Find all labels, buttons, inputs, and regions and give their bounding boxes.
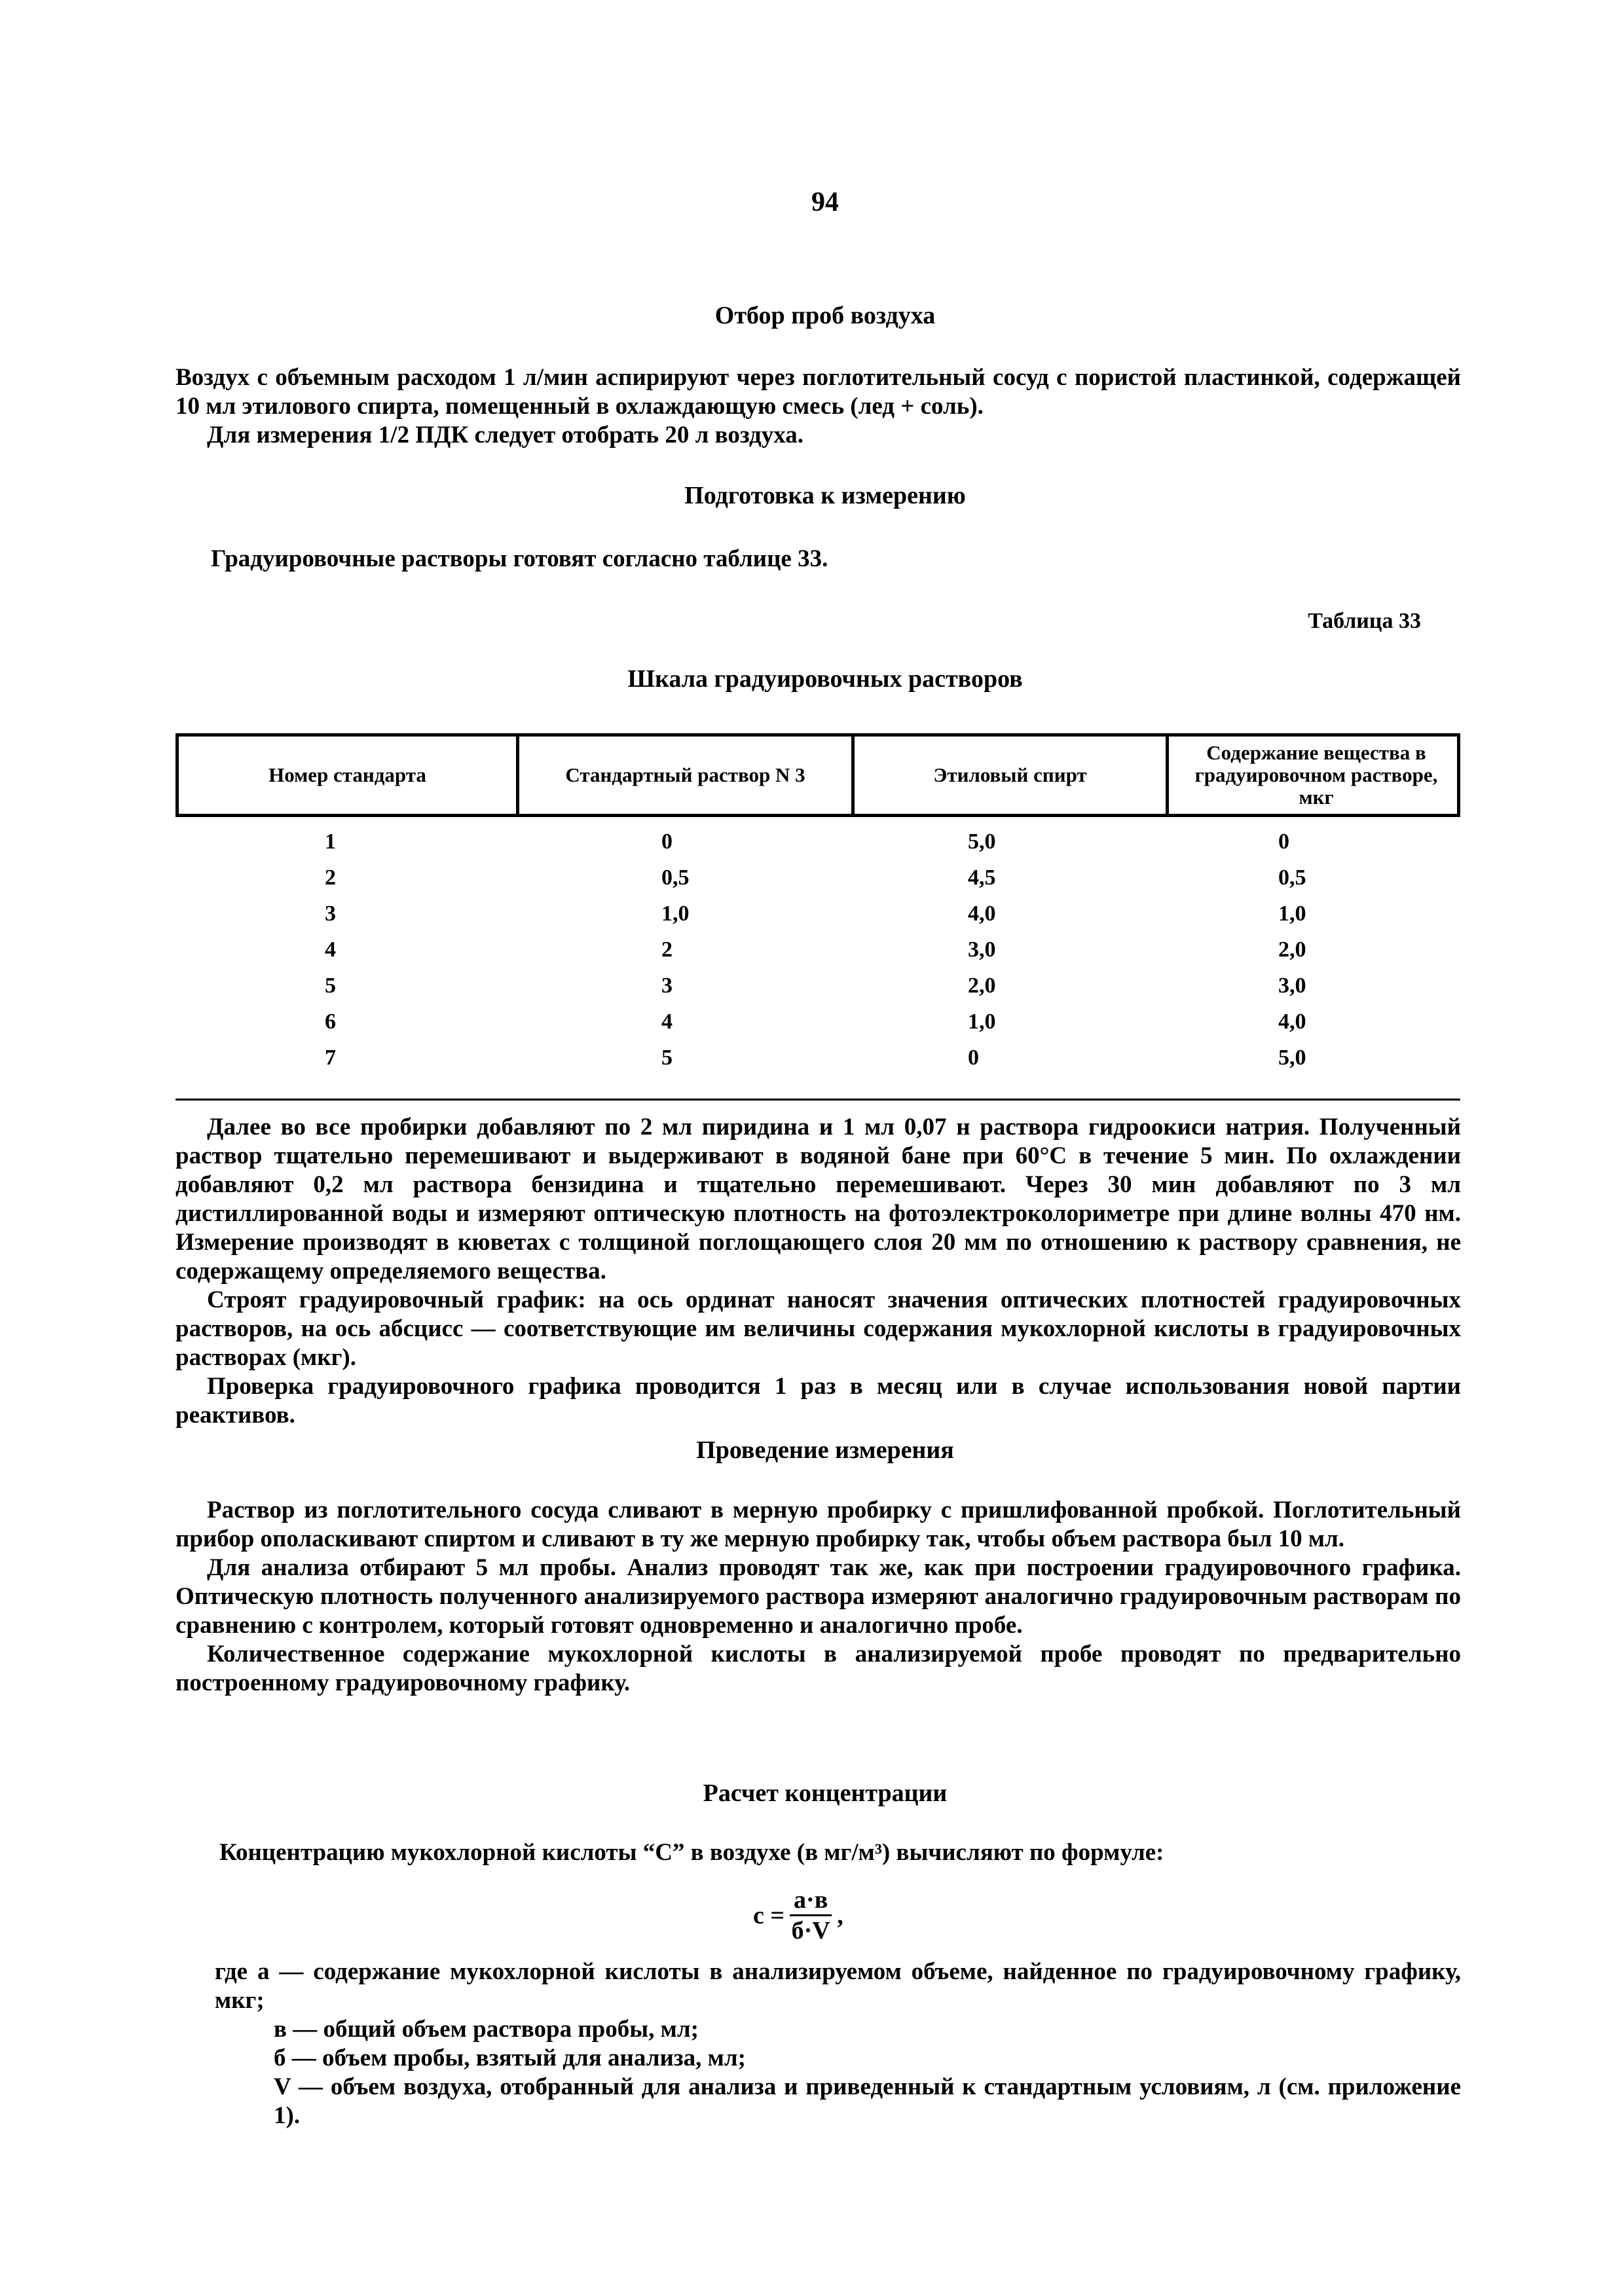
measurement-text (175, 1496, 1461, 1698)
after-table-paragraph-3: Проверка градуировочного графика проводится 1 раз в месяц или в случае использования новой партии реактивов. (175, 1373, 1461, 1429)
air-sampling-paragraph-1: Воздух с объемным расходом 1 л/мин аспирируют через поглотительный сосуд с пористой пластинкой, содержащей 10 мл этилового спирта, помещенный в охлаждающую смесь (лед + соль). (175, 364, 1461, 420)
measurement-paragraph-1: Раствор из поглотительного сосуда сливают в мерную пробирку с пришлифованной пробкой. Поглотительный прибор ополаскивают спиртом и сливают в ту же мерную пробирку так, чтобы объем раствора был 10 мл. (175, 1497, 1461, 1552)
measurement-paragraph-3: Количественное содержание мукохлорной кислоты в анализируемой пробе проводят по предварительно построенному градуировочному графику. (175, 1641, 1461, 1696)
table-cell: 5 (325, 973, 336, 998)
table-cell: 5,0 (968, 829, 996, 854)
measurement-paragraph-2: Для анализа отбирают 5 мл пробы. Анализ проводят так же, как при построении градуировочного графика. Оптическую плотность полученного анализируемого раствора измеряют аналогично градуировочным растворам по сравнению с контролем, который готовят одновременно и аналогично пробе. (175, 1554, 1461, 1639)
table-cell: 4,0 (1278, 1009, 1306, 1034)
table-cell: 4 (661, 1009, 673, 1034)
table-cell: 1,0 (661, 901, 690, 926)
legend-item-b: б — объем пробы, взятый для анализа, мл; (274, 2045, 746, 2071)
after-table-paragraph-2: Строят градуировочный график: на ось ординат наносят значения оптических плотностей градуировочных растворов, на ось абсцисс — соответствующие им величины содержания мукохлорной кислоты в градуировочных растворах (мкг). (175, 1286, 1461, 1371)
table-row (175, 1040, 1460, 1076)
table-cell: 6 (325, 1009, 336, 1034)
table-cell: 0,5 (1278, 865, 1306, 890)
table-label: Таблица 33 (1308, 609, 1421, 633)
table-cell: 3 (661, 973, 673, 998)
table-cell: 0 (661, 829, 673, 854)
table-cell: 2,0 (968, 973, 996, 998)
table-cell: 5 (661, 1045, 673, 1070)
after-table-paragraph-1: Далее во все пробирки добавляют по 2 мл пиридина и 1 мл 0,07 н раствора гидроокиси натрия. Полученный раствор тщательно перемешивают и выдерживают в водяной бане при 60°С в течение 5 мин. По охлаждении добавляют 0,2 мл раствора бензидина и тщательно перемешивают. Через 30 мин добавляют по 3 мл дистиллированной воды и измеряют оптическую плотность на фотоэлектроколориметре при длине волны 470 нм. Измерение производят в кюветах с толщиной поглощающего слоя 20 мм по отношению к раствору сравнения, не содержащему определяемого вещества. (175, 1114, 1461, 1285)
table-cell: 1,0 (1278, 901, 1306, 926)
table-row (175, 968, 1460, 1004)
legend-item-V: V — объем воздуха, отобранный для анализа и приведенный к стандартным условиям, л (см. приложение 1). (274, 2073, 1461, 2129)
formula-numerator: а·в (790, 1886, 832, 1916)
table-title: Шкала градуировочных растворов (627, 665, 1023, 693)
table-cell: 2 (661, 937, 673, 962)
legend-text-a: а — содержание мукохлорной кислоты в анализируемом объеме, найденное по градуировочному графику, мкг; (215, 1958, 1462, 2014)
table-header-cell: Этиловый спирт (855, 737, 1169, 814)
table-header (175, 733, 1460, 817)
formula-lhs: с = (753, 1901, 785, 1929)
table-cell: 4 (325, 937, 336, 962)
formula-fraction (790, 1886, 832, 1945)
calculation-intro: Концентрацию мукохлорной кислоты “С” в воздухе (в мг/м³) вычисляют по формуле: (219, 1839, 1164, 1866)
formula-tail: , (837, 1901, 843, 1929)
table-row (175, 896, 1460, 932)
table-cell: 3,0 (1278, 973, 1306, 998)
after-table-text (175, 1113, 1461, 1430)
table-cell: 5,0 (1278, 1045, 1306, 1070)
table-cell: 4,5 (968, 865, 996, 890)
table-cell: 0 (1278, 829, 1289, 854)
table-cell: 4,0 (968, 901, 996, 926)
air-sampling-text (175, 363, 1461, 450)
air-sampling-paragraph-2: Для измерения 1/2 ПДК следует отобрать 20 л воздуха. (207, 422, 804, 448)
formula-denominator: б·V (791, 1917, 830, 1944)
page-number: 94 (811, 187, 839, 217)
legend-lead: где (215, 1958, 248, 1985)
table-header-cell: Стандартный раствор N 3 (519, 737, 855, 814)
table-cell: 2 (325, 865, 336, 890)
table-row (175, 824, 1460, 860)
table-cell: 3,0 (968, 937, 996, 962)
table-row (175, 932, 1460, 968)
formula-legend (175, 1958, 1461, 2130)
concentration-formula (753, 1886, 843, 1945)
table-cell: 0,5 (661, 865, 690, 890)
section-title-calculation: Расчет концентрации (703, 1779, 948, 1807)
table-cell: 1,0 (968, 1009, 996, 1034)
table-cell: 0 (968, 1045, 979, 1070)
table-header-cell: Номер стандарта (179, 737, 519, 814)
legend-item-v: в — общий объем раствора пробы, мл; (274, 2016, 699, 2043)
table-cell: 7 (325, 1045, 336, 1070)
table-row (175, 1004, 1460, 1040)
table-body (175, 824, 1460, 1076)
preparation-paragraph: Градуировочные растворы готовят согласно таблице 33. (211, 545, 828, 572)
table-row (175, 860, 1460, 896)
table-bottom-rule (175, 1099, 1460, 1101)
section-title-air-sampling: Отбор проб воздуха (714, 302, 936, 329)
table-header-cell: Содержание вещества в градуировочном растворе, мкг (1194, 741, 1438, 809)
section-title-preparation: Подготовка к измерению (684, 482, 966, 509)
table-cell: 3 (325, 901, 336, 926)
legend-item-a (175, 1958, 1461, 2015)
section-title-measurement: Проведение измерения (696, 1436, 954, 1464)
table-cell: 1 (325, 829, 336, 854)
table-cell: 2,0 (1278, 937, 1306, 962)
